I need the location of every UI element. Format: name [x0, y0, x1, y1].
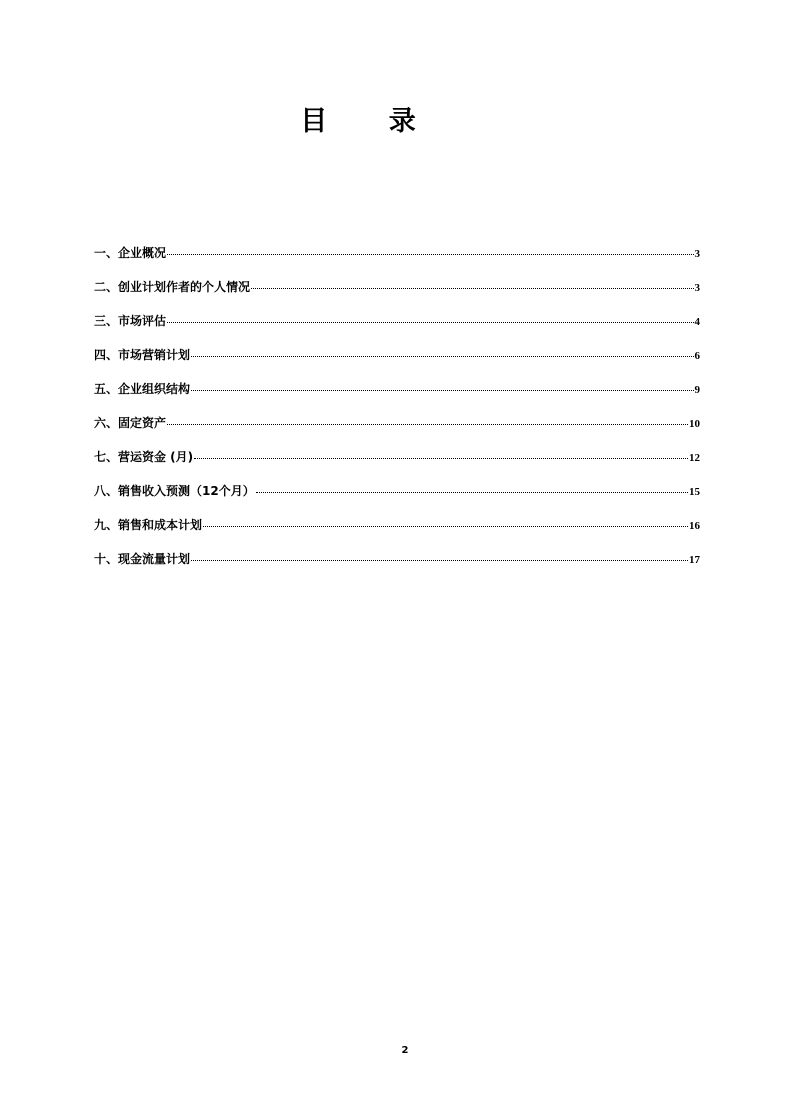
toc-item-label: 九、销售和成本计划	[94, 518, 203, 532]
toc-item-6[interactable]	[94, 414, 700, 448]
toc-item-page: 6	[694, 350, 700, 362]
toc-item-4[interactable]	[94, 346, 700, 380]
toc-item-page: 17	[689, 554, 700, 566]
toc-dot-leader	[251, 288, 693, 289]
toc-item-label: 五、企业组织结构	[94, 382, 191, 396]
toc-item-label: 一、企业概况	[94, 246, 167, 260]
toc-item-1[interactable]	[94, 244, 700, 278]
page-number: 2	[401, 1045, 409, 1056]
toc-item-page: 16	[689, 520, 700, 532]
toc-item-page: 3	[694, 282, 700, 294]
toc-item-page: 4	[694, 316, 700, 328]
toc-dot-leader	[167, 322, 693, 323]
toc-dot-leader	[167, 424, 688, 425]
toc-dot-leader	[191, 560, 688, 561]
toc-dot-leader	[191, 390, 693, 391]
toc-item-8[interactable]	[94, 482, 700, 516]
toc-item-page: 10	[689, 418, 700, 430]
toc-item-label: 七、营运资金 (月)	[94, 450, 194, 464]
toc-dot-leader	[191, 356, 693, 357]
toc-item-page: 15	[689, 486, 700, 498]
toc-item-label: 八、销售收入预测（12个月）	[94, 484, 255, 498]
toc-item-label: 三、市场评估	[94, 314, 167, 328]
toc-dot-leader	[194, 458, 688, 459]
toc-item-page: 12	[689, 452, 700, 464]
toc-item-3[interactable]	[94, 312, 700, 346]
page-title: 目 录	[300, 106, 442, 138]
toc-item-label: 六、固定资产	[94, 416, 167, 430]
toc-dot-leader	[256, 492, 688, 493]
toc-item-page: 9	[694, 384, 700, 396]
toc-item-2[interactable]	[94, 278, 700, 312]
toc-item-label: 二、创业计划作者的个人情况	[94, 280, 251, 294]
toc-dot-leader	[167, 254, 693, 255]
table-of-contents	[94, 244, 700, 584]
toc-item-7[interactable]	[94, 448, 700, 482]
toc-item-10[interactable]	[94, 550, 700, 584]
toc-item-label: 四、市场营销计划	[94, 348, 191, 362]
toc-item-page: 3	[694, 248, 700, 260]
toc-item-label: 十、现金流量计划	[94, 552, 191, 566]
toc-item-5[interactable]	[94, 380, 700, 414]
toc-item-9[interactable]	[94, 516, 700, 550]
toc-dot-leader	[203, 526, 688, 527]
